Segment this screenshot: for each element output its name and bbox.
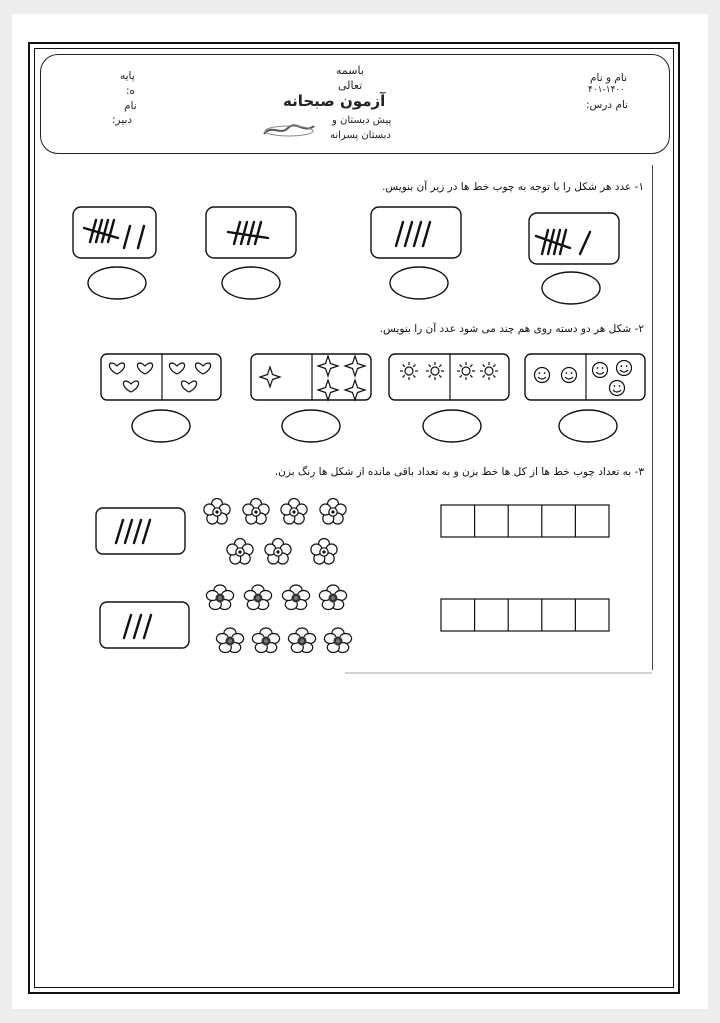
flower-icon xyxy=(319,585,346,610)
question-2-text: ۲- شکل هر دو دسته روی هم چند می شود عدد آن را بنویس. xyxy=(379,323,644,335)
q3-row-2-tally xyxy=(100,602,189,648)
flower-icon xyxy=(204,499,230,525)
header-taala: تعالی xyxy=(338,79,363,92)
flower-icon xyxy=(265,539,291,565)
flower-icon xyxy=(243,499,269,525)
header-name-left: نام xyxy=(124,100,137,112)
flower-icon xyxy=(324,628,351,653)
header-teacher-label: دبیر: xyxy=(112,114,133,126)
header-school-line1: پیش دبستان و xyxy=(332,115,392,126)
header-name-label: نام و نام xyxy=(590,72,627,84)
flower-icon xyxy=(244,585,271,610)
question-3-text: ۳- به تعداد چوب خط ها از کل ها خط بزن و به تعداد باقی مانده از شکل ها رنگ بزن. xyxy=(274,466,644,478)
q3-row-2-answer-cells[interactable] xyxy=(441,599,609,631)
header-subject-label: نام درس: xyxy=(586,99,629,111)
flower-icon xyxy=(227,539,253,565)
flower-icon xyxy=(311,539,337,565)
header-grade-label: پایه xyxy=(120,70,135,82)
header-bismillah: باسمه xyxy=(336,64,364,77)
header-school-line2: دبستان پسرانه xyxy=(330,130,391,141)
q3-row-1-flowers xyxy=(204,499,346,565)
flower-icon xyxy=(281,499,307,525)
flower-icon xyxy=(216,628,243,653)
flower-icon xyxy=(206,585,233,610)
q3-row-1-tally xyxy=(96,508,185,554)
q3-row-2-flowers xyxy=(206,585,351,653)
flower-icon xyxy=(320,499,346,525)
header-grade-value: ه: xyxy=(126,85,136,97)
question-1-text: ۱- عدد هر شکل را با توجه به چوب خط ها در زیر آن بنویس. xyxy=(382,181,644,193)
flower-icon xyxy=(252,628,279,653)
header-year: ۴۰۱-۱۴۰۰ xyxy=(588,85,626,95)
q3-row-1-answer-cells[interactable] xyxy=(441,505,609,537)
header-title: آزمون صبحانه xyxy=(283,92,386,110)
flower-icon xyxy=(282,585,309,610)
flower-icon xyxy=(288,628,315,653)
